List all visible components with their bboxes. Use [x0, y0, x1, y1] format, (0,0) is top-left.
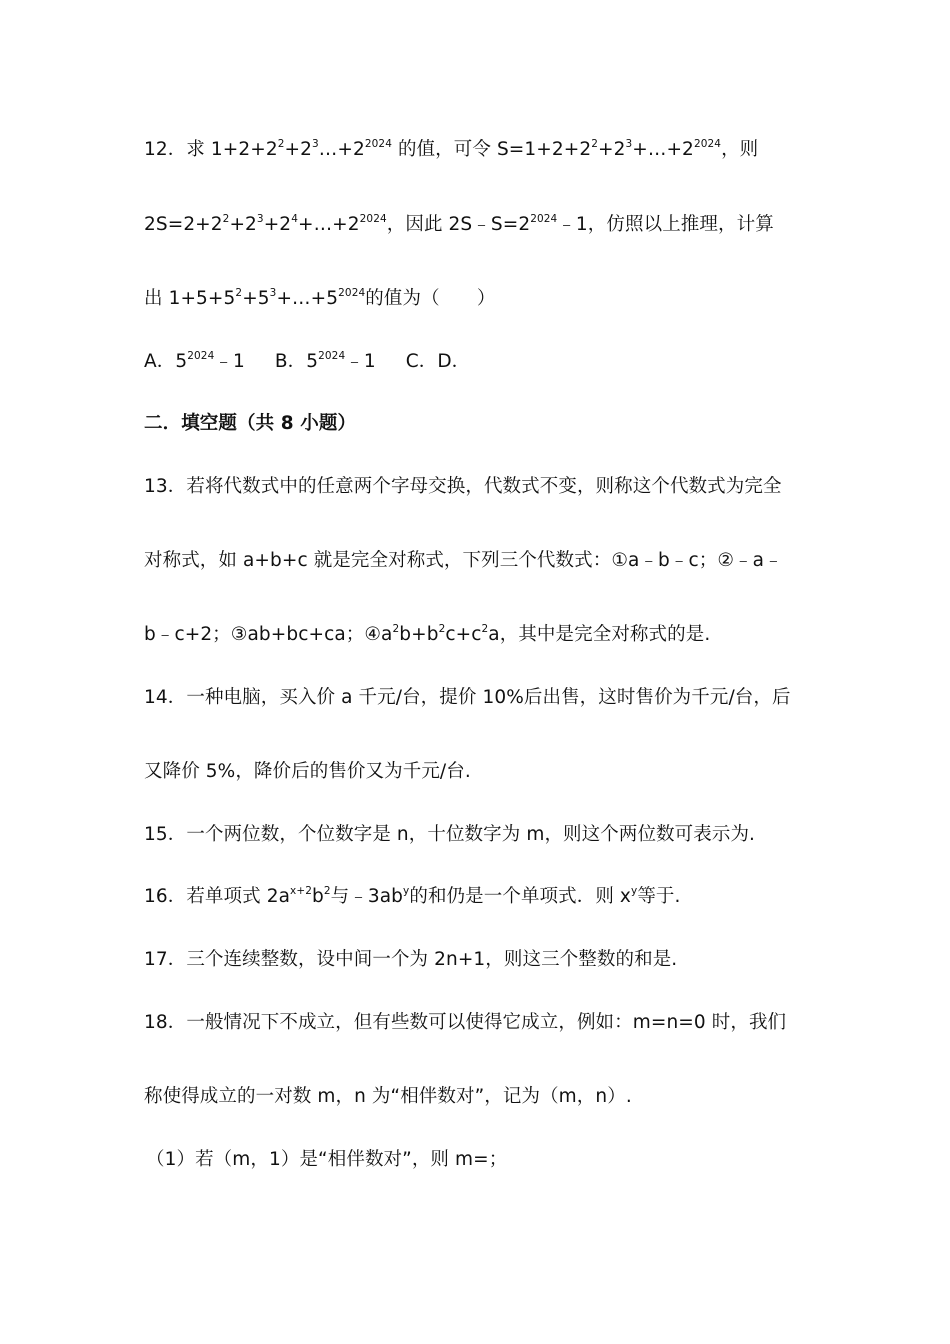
superscript: 4	[291, 213, 298, 225]
option-a-tail: ﹣1	[214, 351, 245, 372]
text-run: 的和仍是一个单项式．则 x	[409, 886, 631, 907]
superscript: 2024	[359, 213, 387, 225]
superscript: 2024	[693, 138, 722, 150]
q14-line-1: 14．一种电脑，买入价 a 千元/台，提价 10%后出售，这时售价为千元/台，后	[144, 687, 791, 708]
q18-line-1: 18．一般情况下不成立，但有些数可以使得它成立，例如：m=n=0 时，我们	[144, 1012, 787, 1033]
text-run: 出 1+5+5	[144, 288, 236, 309]
q12-line-1	[144, 138, 758, 162]
text-run: +5	[242, 288, 270, 309]
superscript: 3	[312, 138, 319, 150]
text-run: +2	[229, 214, 257, 235]
superscript: 2	[438, 623, 446, 635]
text-run: 的值为（ ）	[365, 288, 496, 309]
superscript: 2	[591, 138, 598, 150]
q13-line-1: 13．若将代数式中的任意两个字母交换，代数式不变，则称这个代数式为完全	[144, 476, 782, 497]
text-run: +2	[263, 214, 292, 235]
q18-line-2: 称使得成立的一对数 m，n 为“相伴数对”，记为（m，n）.	[144, 1086, 632, 1107]
text-run: c+c	[445, 624, 482, 645]
option-c-d: C．D．	[405, 351, 471, 372]
q18-line-3: （1）若（m，1）是“相伴数对”，则 m=；	[146, 1149, 508, 1170]
superscript: y	[403, 885, 410, 897]
text-run: b	[312, 886, 324, 907]
text-run: …+2	[318, 139, 365, 160]
section-heading: 二．填空题（共 8 小题）	[144, 413, 357, 434]
text-run: ﹣1，仿照以上推理，计算	[557, 214, 774, 235]
superscript: x+2	[290, 885, 313, 897]
option-a	[144, 351, 245, 372]
text-run: 2S=2+2	[144, 214, 223, 235]
text-run: +…+5	[276, 288, 339, 309]
superscript: y	[630, 885, 638, 897]
q12-line-3	[144, 287, 495, 311]
superscript: 2	[481, 623, 489, 635]
q12-options	[144, 350, 470, 374]
superscript: 2	[235, 287, 243, 299]
option-b-label: B．5	[274, 351, 319, 372]
superscript: 3	[256, 213, 264, 225]
q17-line: 17．三个连续整数，设中间一个为 2n+1，则这三个整数的和是.	[144, 949, 678, 970]
superscript: 2	[323, 885, 331, 897]
q14-line-2: 又降价 5%，降价后的售价又为千元/台.	[144, 761, 471, 782]
text-run: +…+2	[632, 139, 694, 160]
superscript: 2	[392, 623, 400, 635]
q15-line: 15．一个两位数，个位数字是 n，十位数字为 m，则这个两位数可表示为.	[144, 824, 756, 845]
text-run: 16．若单项式 2a	[144, 886, 291, 907]
option-b	[275, 351, 376, 372]
text-run: 等于.	[637, 886, 681, 907]
q12-line-2	[144, 213, 774, 237]
text-run: a，其中是完全对称式的是.	[488, 624, 711, 645]
superscript: 3	[625, 138, 633, 150]
option-a-label: A．5	[144, 351, 188, 372]
text-run: +2	[597, 139, 626, 160]
superscript: 2	[277, 138, 285, 150]
superscript: 2024	[187, 350, 215, 362]
option-b-tail: ﹣1	[345, 351, 376, 372]
superscript: 2024	[318, 350, 346, 362]
q16-line	[144, 885, 681, 909]
superscript: 2024	[338, 287, 366, 299]
superscript: 2	[222, 213, 230, 225]
text-run: ，则	[721, 139, 759, 160]
text-run: ，因此 2S﹣S=2	[386, 214, 531, 235]
text-run: +2	[284, 139, 312, 160]
superscript: 2024	[364, 138, 392, 150]
text-run: +…+2	[297, 214, 360, 235]
q13-line-3	[144, 623, 710, 647]
text-run: b﹣c+2；③ab+bc+ca；④a	[144, 624, 393, 645]
q13-line-2: 对称式，如 a+b+c 就是完全对称式，下列三个代数式：①a﹣b﹣c；②﹣a﹣	[144, 550, 783, 571]
superscript: 3	[269, 287, 277, 299]
text-run: b+b	[399, 624, 439, 645]
text-run: 与﹣3ab	[330, 886, 404, 907]
superscript: 2024	[530, 213, 558, 225]
text-run: 的值，可令 S=1+2+2	[391, 139, 592, 160]
text-run: 12．求 1+2+2	[144, 139, 278, 160]
